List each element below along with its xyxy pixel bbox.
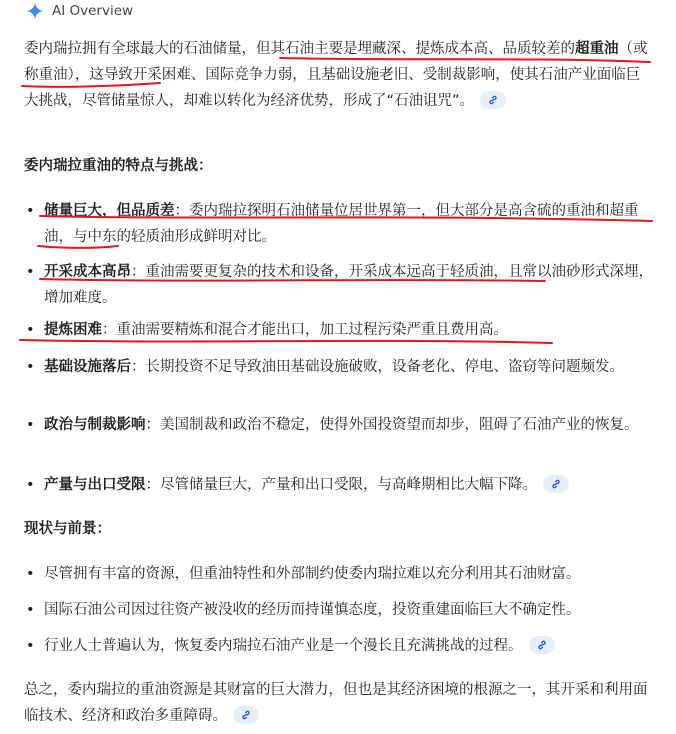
- list-item-text: ：长期投资不足导致油田基础设施破败，设备老化、停电、盗窃等问题频发。: [131, 359, 624, 375]
- source-link-button[interactable]: [529, 636, 555, 654]
- sparkle-icon: [26, 2, 44, 20]
- link-icon: [487, 94, 499, 106]
- list-item-bold: 开采成本高昂: [44, 264, 131, 280]
- intro-text-1: 委内瑞拉拥有全球最大的石油储量，: [24, 41, 256, 57]
- intro-text-2: 但其石油主要是埋藏深、提炼成本高、品质较差的: [256, 41, 575, 57]
- list-item-text: 行业人士普遍认为，恢复委内瑞拉石油产业是一个漫长且充满挑战的过程。: [44, 638, 523, 654]
- list-item-bold: 提炼困难: [44, 322, 102, 338]
- source-link-button[interactable]: [543, 475, 569, 493]
- list-item-text: ：尽管储量巨大，产量和出口受限，与高峰期相比大幅下降。: [145, 477, 537, 493]
- list-item-text: 国际石油公司因过往资产被没收的经历而持谨慎态度，投资重建面临巨大不确定性。: [44, 602, 581, 618]
- summary-paragraph: [24, 677, 654, 729]
- list-item-text: ：美国制裁和政治不稳定，使得外国投资望而却步，阻碍了石油产业的恢复。: [145, 417, 639, 433]
- ai-overview-title: AI Overview: [52, 3, 134, 19]
- ai-overview-header: [26, 0, 133, 22]
- link-icon: [240, 709, 252, 721]
- link-icon: [550, 478, 562, 490]
- list-item-bold: 基础设施落后: [44, 359, 131, 375]
- list-item-bold: 政治与制裁影响: [44, 417, 146, 433]
- list-item-text: ：重油需要精炼和混合才能出口，加工过程污染严重且费用高。: [102, 322, 508, 338]
- list-item-text: ：委内瑞拉探明石油储量位居世界第一，但大部分是高含硫的重油和超重油，与中东的轻质油形成鲜明对比。: [44, 203, 639, 245]
- source-link-button[interactable]: [233, 706, 259, 724]
- list-item-text: ：重油需要更复杂的技术和设备，开采成本远高于轻质油，且常以油砂形式深埋，增加难度。: [44, 264, 653, 306]
- intro-paragraph: [24, 36, 654, 114]
- intro-text-3: （或称重油），这导致开采困难、国际竞争力弱，且基础设施老旧、受制裁影响，使其石油产业面临巨大挑战，尽管储量惊人，却难以转化为经济优势，形成了“石油诅咒”。: [24, 41, 648, 109]
- ai-overview-panel: AI Overview 委内瑞拉拥有全球最大的石油储量，但其石油主要是埋藏深、提炼成本高、品质较差的超重油（或称重油），这导致开采困难、国际竞争力弱，且基础设施老旧、受制裁影响，使其石油产业面临巨大挑战，尽管储量惊人，却难以转化为经济优势，形成了“石油诅咒”。 委内瑞拉重油的特点与挑战： • 储量巨大，但品质差：委内瑞拉探明石油储量位居世界第一，但大部分是高含硫的重油和超重油，与中东的轻质油形成鲜明对比。 • 开采成本高昂：重油需要更复杂的技术和设备，开采成本远高于轻质油，且常以油砂形式深埋，增加难度。 • 提炼困难：重油需要精炼和混合才能出口，加工过程污染严重且费用高。 • 基础设施落后：长期投资不足导致油田基础设施破败，设备老化、停电、盗窃等问题频发。 • 政治与制裁影响：美国制裁和政治不稳定，使得外国投资望而却步，阻碍了石油产业的恢复。 • 产量与出口受限：尽管储量巨大，产量和出口受限，与高峰期相比大幅下降。 现状与前景： • 尽管拥有丰富的资源，但重油特性和外部制约使委内瑞拉难以充分利用其石油财富。 • 国际石油公司因过往资产被没收的经历而持谨慎态度，投资重建面临巨大不确定性。 • 行业人士普遍认为，恢复委内瑞拉石油产业是一个漫长且充满挑战的过程。 总之，委内瑞拉的重油资源是其财富的巨大潜力，但也是其经济困境的根源之一，其开采和利用面临技术、经济和政治多重障碍。: [0, 0, 676, 734]
- list-item-bold: 产量与出口受限: [44, 477, 146, 493]
- section-title-features: 委内瑞拉重油的特点与挑战：: [24, 158, 213, 174]
- source-link-button[interactable]: [480, 91, 506, 109]
- section-title-outlook: 现状与前景：: [24, 521, 111, 537]
- link-icon: [536, 639, 548, 651]
- list-item-bold: 储量巨大，但品质差: [44, 203, 175, 219]
- intro-bold-term: 超重油: [575, 41, 619, 57]
- list-item-text: 尽管拥有丰富的资源，但重油特性和外部制约使委内瑞拉难以充分利用其石油财富。: [44, 566, 581, 582]
- summary-text: 总之，委内瑞拉的重油资源是其财富的巨大潜力，但也是其经济困境的根源之一，其开采和利用面临技术、经济和政治多重障碍。: [24, 682, 648, 724]
